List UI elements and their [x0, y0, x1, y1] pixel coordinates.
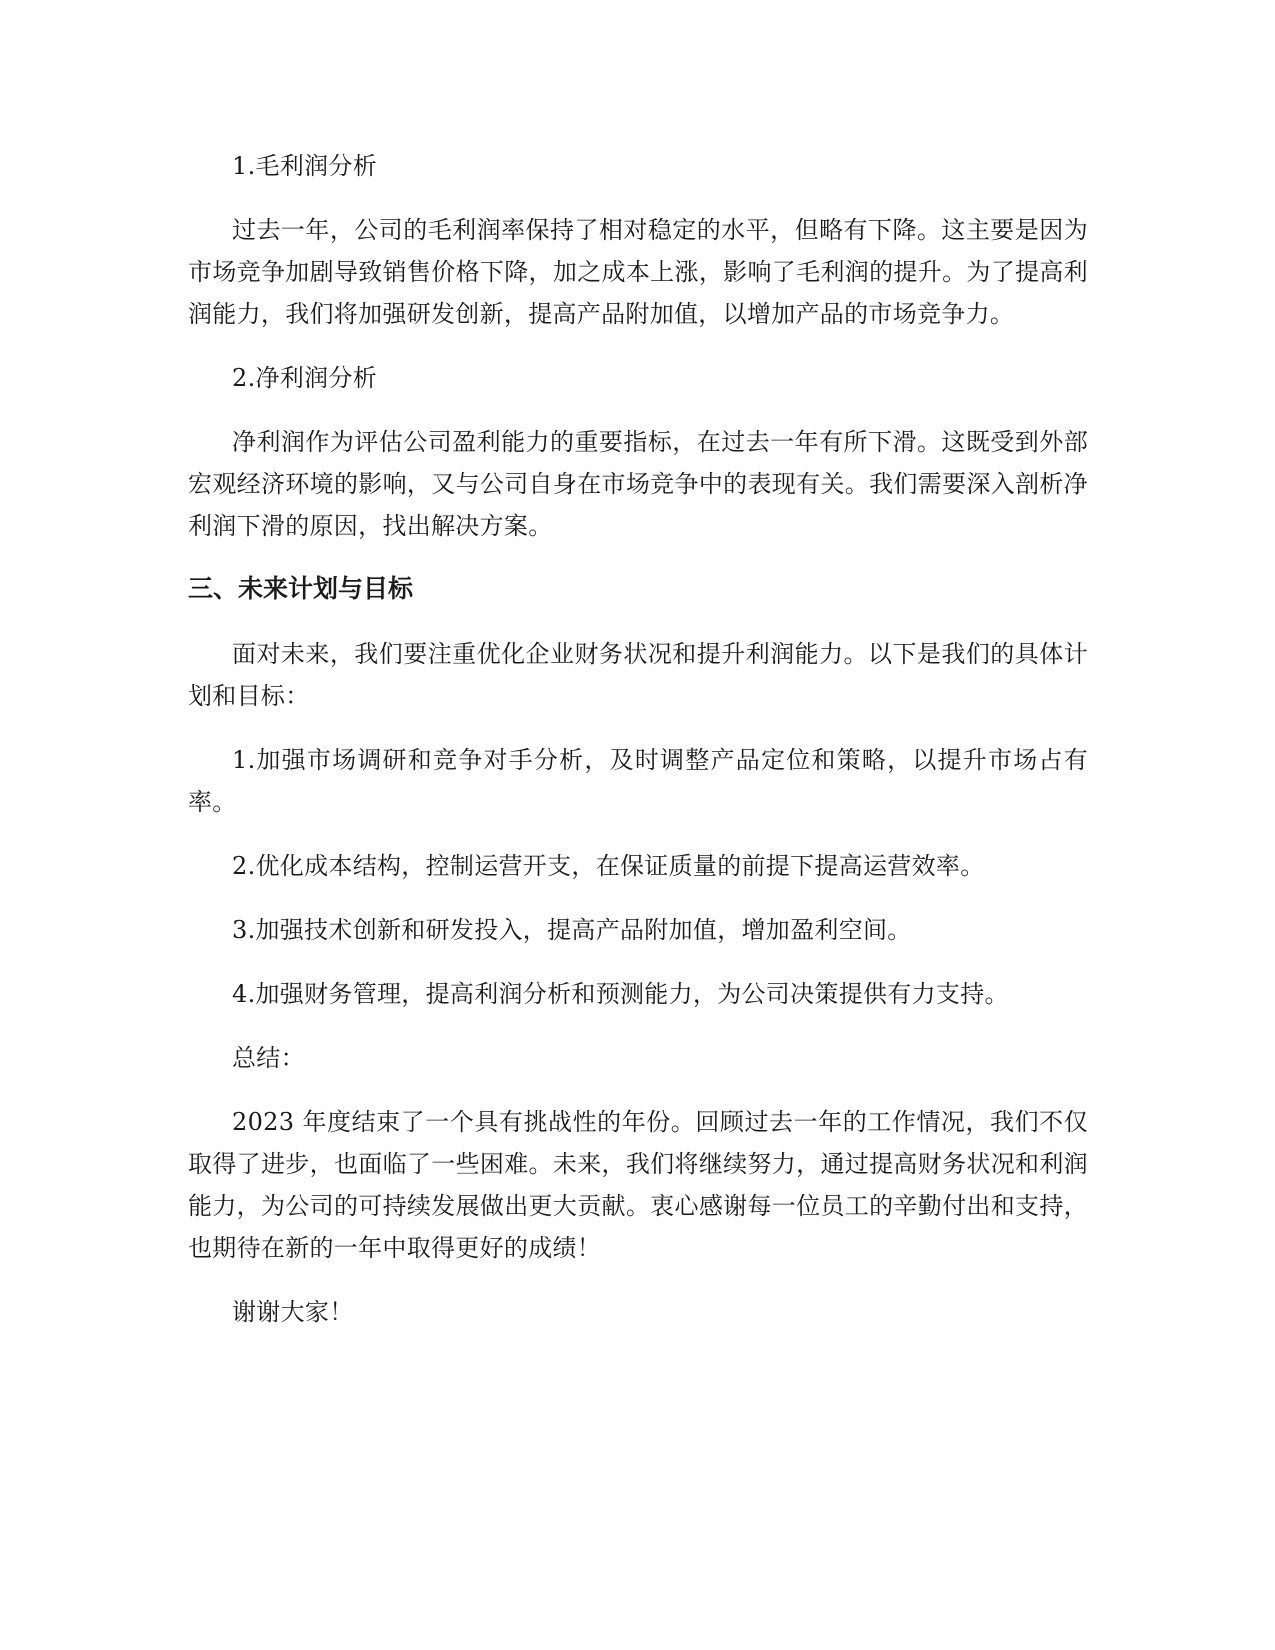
paragraph-gross-profit: 过去一年，公司的毛利润率保持了相对稳定的水平，但略有下降。这主要是因为市场竞争加剧导致销售价格下降，加之成本上涨，影响了毛利润的提升。为了提高利润能力，我们将加强研发创新，提高产品附加值，以增加产品的市场竞争力。	[188, 216, 1088, 328]
summary-label: 总结：	[232, 1044, 305, 1072]
document-body	[188, 145, 1088, 1355]
plan-item-3: 3.加强技术创新和研发投入，提高产品附加值，增加盈利空间。	[232, 916, 912, 944]
paragraph-summary: 2023 年度结束了一个具有挑战性的年份。回顾过去一年的工作情况，我们不仅取得了进步，也面临了一些困难。未来，我们将继续努力，通过提高财务状况和利润能力，为公司的可持续发展做出更大贡献。衷心感谢每一位员工的辛勤付出和支持，也期待在新的一年中取得更好的成绩！	[188, 1108, 1088, 1262]
subheading-gross-profit: 1.毛利润分析	[232, 152, 377, 180]
plan-item-4: 4.加强财务管理，提高利润分析和预测能力，为公司决策提供有力支持。	[232, 980, 1009, 1008]
subheading-net-profit: 2.净利润分析	[232, 364, 377, 392]
plan-item-2: 2.优化成本结构，控制运营开支，在保证质量的前提下提高运营效率。	[232, 852, 985, 880]
paragraph-net-profit: 净利润作为评估公司盈利能力的重要指标，在过去一年有所下滑。这既受到外部宏观经济环境的影响，又与公司自身在市场竞争中的表现有关。我们需要深入剖析净利润下滑的原因，找出解决方案。	[188, 428, 1088, 540]
plan-item-1: 1.加强市场调研和竞争对手分析，及时调整产品定位和策略，以提升市场占有率。	[188, 746, 1088, 816]
section-heading-future-plans: 三、未来计划与目标	[188, 574, 414, 603]
paragraph-future-intro: 面对未来，我们要注重优化企业财务状况和提升利润能力。以下是我们的具体计划和目标：	[188, 640, 1088, 710]
closing-thanks: 谢谢大家！	[232, 1298, 354, 1326]
